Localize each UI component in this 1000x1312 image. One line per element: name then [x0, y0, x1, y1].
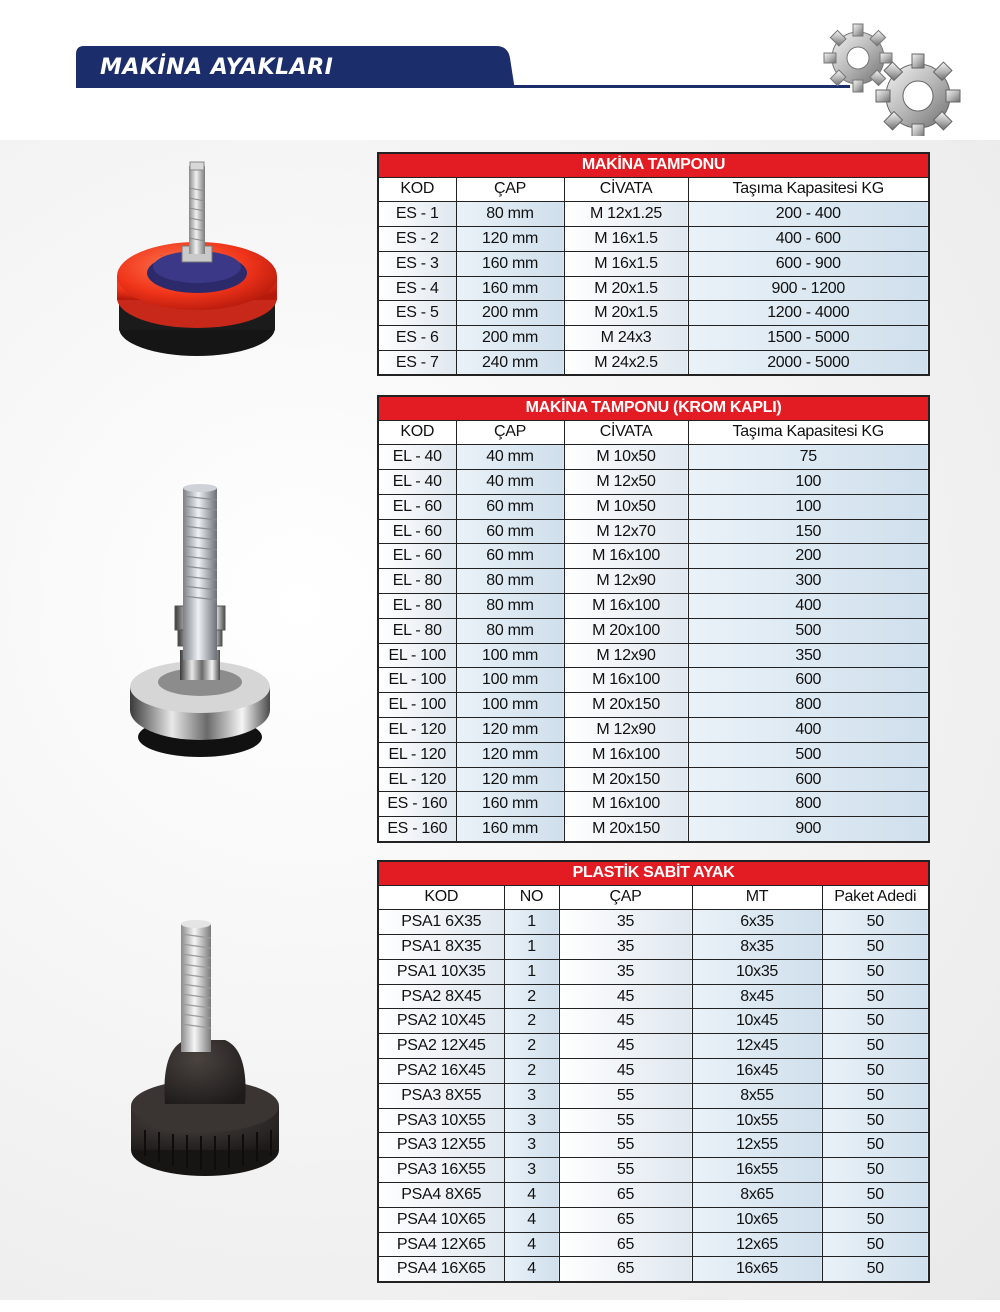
table-cell: 800 — [688, 792, 929, 817]
col-header-kapasite: Taşıma Kapasitesi KG — [688, 420, 929, 445]
table-cell: 800 — [688, 693, 929, 718]
table-cell: M 12x90 — [564, 718, 688, 743]
col-header-kod: KOD — [378, 177, 456, 202]
table-cell: 1 — [504, 910, 559, 935]
table-cell: 1 — [504, 935, 559, 960]
table-cell: 1500 - 5000 — [688, 326, 929, 351]
table-cell: PSA3 12X55 — [378, 1133, 504, 1158]
col-header-cap: ÇAP — [456, 420, 564, 445]
table-cell: ES - 160 — [378, 792, 456, 817]
table-cell: 50 — [822, 935, 929, 960]
table-cell: 1 — [504, 959, 559, 984]
machine-mount-red-rubber — [110, 158, 285, 363]
table-cell: PSA4 10X65 — [378, 1207, 504, 1232]
table-cell: 4 — [504, 1207, 559, 1232]
table-cell: 12x55 — [692, 1133, 822, 1158]
table-cell: 6x35 — [692, 910, 822, 935]
table-cell: EL - 80 — [378, 594, 456, 619]
table-cell: 3 — [504, 1108, 559, 1133]
table-row — [378, 569, 929, 594]
table-cell: EL - 100 — [378, 693, 456, 718]
table-cell: M 20x1.5 — [564, 276, 688, 301]
table-cell: M 20x150 — [564, 817, 688, 842]
table-cell: ES - 3 — [378, 251, 456, 276]
table-row — [378, 1133, 929, 1158]
table-cell: 900 - 1200 — [688, 276, 929, 301]
table-row — [378, 251, 929, 276]
table-cell: 160 mm — [456, 817, 564, 842]
table-row — [378, 1059, 929, 1084]
table-cell: 4 — [504, 1232, 559, 1257]
table-cell: 8x35 — [692, 935, 822, 960]
table-cell: 16x55 — [692, 1158, 822, 1183]
table-cell: 600 — [688, 767, 929, 792]
table-cell: PSA4 8X65 — [378, 1183, 504, 1208]
table-cell: PSA1 8X35 — [378, 935, 504, 960]
table-row — [378, 817, 929, 842]
table-cell: 16x65 — [692, 1257, 822, 1282]
table-row — [378, 910, 929, 935]
table-row — [378, 643, 929, 668]
table-cell: 50 — [822, 959, 929, 984]
table-row — [378, 1108, 929, 1133]
table-cell: 200 mm — [456, 301, 564, 326]
table-cell: M 20x100 — [564, 618, 688, 643]
col-header-civata: CİVATA — [564, 177, 688, 202]
table-cell: 2000 - 5000 — [688, 351, 929, 376]
table-cell: 100 — [688, 494, 929, 519]
plastik-sabit-ayak-table — [377, 860, 930, 1283]
table-cell: M 16x1.5 — [564, 227, 688, 252]
table-cell: 120 mm — [456, 742, 564, 767]
table-cell: 80 mm — [456, 569, 564, 594]
table-cell: M 16x100 — [564, 594, 688, 619]
table-cell: M 12x1.25 — [564, 202, 688, 227]
table-cell: 600 - 900 — [688, 251, 929, 276]
table-cell: 50 — [822, 910, 929, 935]
table-cell: 45 — [559, 1059, 692, 1084]
table-cell: 35 — [559, 959, 692, 984]
table-row — [378, 494, 929, 519]
table-cell: 4 — [504, 1257, 559, 1282]
table-row — [378, 519, 929, 544]
table-cell: EL - 120 — [378, 767, 456, 792]
table-cell: 100 mm — [456, 693, 564, 718]
table-cell: M 12x70 — [564, 519, 688, 544]
table-cell: 50 — [822, 1108, 929, 1133]
table-row — [378, 594, 929, 619]
table-cell: EL - 80 — [378, 618, 456, 643]
table-cell: 2 — [504, 1034, 559, 1059]
table-row — [378, 1083, 929, 1108]
table-cell: 75 — [688, 445, 929, 470]
table-row — [378, 276, 929, 301]
table-cell: 10x65 — [692, 1207, 822, 1232]
table-row — [378, 1207, 929, 1232]
table-cell: 3 — [504, 1133, 559, 1158]
table-row — [378, 202, 929, 227]
chrome-leveling-foot — [125, 482, 275, 764]
table-cell: M 10x50 — [564, 494, 688, 519]
table-cell: 50 — [822, 984, 929, 1009]
table-cell: PSA3 16X55 — [378, 1158, 504, 1183]
table-cell: M 12x50 — [564, 470, 688, 495]
table-row — [378, 668, 929, 693]
table-cell: M 16x100 — [564, 792, 688, 817]
table-cell: PSA2 16X45 — [378, 1059, 504, 1084]
table-cell: 120 mm — [456, 227, 564, 252]
table-cell: 50 — [822, 1183, 929, 1208]
makina-tamponu-table — [377, 152, 930, 376]
table-cell: 12x45 — [692, 1034, 822, 1059]
table-cell: 50 — [822, 1083, 929, 1108]
header-rule — [500, 85, 850, 88]
table-cell: EL - 60 — [378, 544, 456, 569]
table-row — [378, 742, 929, 767]
table-cell: 55 — [559, 1158, 692, 1183]
table-cell: 45 — [559, 1034, 692, 1059]
table-row — [378, 1158, 929, 1183]
table-cell: 50 — [822, 1034, 929, 1059]
table-cell: 35 — [559, 935, 692, 960]
table-cell: PSA4 12X65 — [378, 1232, 504, 1257]
table-cell: M 16x100 — [564, 544, 688, 569]
table-cell: 35 — [559, 910, 692, 935]
table-cell: 120 mm — [456, 767, 564, 792]
table-cell: 8x65 — [692, 1183, 822, 1208]
table-cell: PSA1 6X35 — [378, 910, 504, 935]
table-row — [378, 767, 929, 792]
bottom-strip — [0, 1300, 1000, 1312]
table-cell: M 16x100 — [564, 668, 688, 693]
table-cell: PSA3 8X55 — [378, 1083, 504, 1108]
table-cell: ES - 2 — [378, 227, 456, 252]
table-cell: 50 — [822, 1059, 929, 1084]
table-row — [378, 445, 929, 470]
table-cell: 3 — [504, 1158, 559, 1183]
table-cell: 500 — [688, 742, 929, 767]
table-cell: 55 — [559, 1133, 692, 1158]
table-cell: 900 — [688, 817, 929, 842]
table-cell: 400 - 600 — [688, 227, 929, 252]
table-cell: 65 — [559, 1232, 692, 1257]
table-cell: M 16x1.5 — [564, 251, 688, 276]
table-cell: 65 — [559, 1257, 692, 1282]
table-cell: PSA2 12X45 — [378, 1034, 504, 1059]
table-cell: 45 — [559, 984, 692, 1009]
col-header-civata: CİVATA — [564, 420, 688, 445]
table-cell: ES - 4 — [378, 276, 456, 301]
table-row — [378, 1257, 929, 1282]
table-cell: 60 mm — [456, 519, 564, 544]
table-cell: PSA3 10X55 — [378, 1108, 504, 1133]
table-cell: EL - 100 — [378, 643, 456, 668]
table-title: MAKİNA TAMPONU (KROM KAPLI) — [378, 396, 929, 420]
table-cell: 100 — [688, 470, 929, 495]
table-row — [378, 326, 929, 351]
table-row — [378, 1009, 929, 1034]
table-cell: 80 mm — [456, 202, 564, 227]
table-cell: M 24x2.5 — [564, 351, 688, 376]
table-cell: 8x45 — [692, 984, 822, 1009]
table-cell: 65 — [559, 1207, 692, 1232]
table-row — [378, 984, 929, 1009]
table-cell: 50 — [822, 1257, 929, 1282]
table-cell: 100 mm — [456, 668, 564, 693]
table-cell: 300 — [688, 569, 929, 594]
table-cell: 16x45 — [692, 1059, 822, 1084]
table-title: PLASTİK SABİT AYAK — [378, 861, 929, 885]
page-title: MAKİNA AYAKLARI — [100, 55, 334, 80]
table-cell: EL - 80 — [378, 569, 456, 594]
table-cell: EL - 120 — [378, 742, 456, 767]
table-row — [378, 351, 929, 376]
col-header-paket: Paket Adedi — [822, 885, 929, 910]
gears-icon — [818, 20, 968, 136]
table-row — [378, 301, 929, 326]
table-row — [378, 1232, 929, 1257]
table-cell: EL - 100 — [378, 668, 456, 693]
table-row — [378, 618, 929, 643]
table-cell: M 12x90 — [564, 643, 688, 668]
col-header-kod: KOD — [378, 885, 504, 910]
table-cell: 55 — [559, 1108, 692, 1133]
col-header-mt: MT — [692, 885, 822, 910]
table-cell: M 16x100 — [564, 742, 688, 767]
table-cell: PSA2 8X45 — [378, 984, 504, 1009]
table-row — [378, 1034, 929, 1059]
table-cell: 120 mm — [456, 718, 564, 743]
table-cell: M 20x1.5 — [564, 301, 688, 326]
table-row — [378, 1183, 929, 1208]
table-cell: 400 — [688, 594, 929, 619]
table-title: MAKİNA TAMPONU — [378, 153, 929, 177]
table-cell: EL - 40 — [378, 445, 456, 470]
table-cell: 60 mm — [456, 494, 564, 519]
table-cell: 400 — [688, 718, 929, 743]
table-cell: 200 — [688, 544, 929, 569]
table-cell: ES - 6 — [378, 326, 456, 351]
col-header-kapasite: Taşıma Kapasitesi KG — [688, 177, 929, 202]
table-cell: 65 — [559, 1183, 692, 1208]
table-cell: 10x45 — [692, 1009, 822, 1034]
table-cell: 200 mm — [456, 326, 564, 351]
table-cell: 600 — [688, 668, 929, 693]
table-row — [378, 935, 929, 960]
table-cell: EL - 40 — [378, 470, 456, 495]
table-row — [378, 544, 929, 569]
table-cell: M 12x90 — [564, 569, 688, 594]
table-cell: 40 mm — [456, 470, 564, 495]
table-cell: 8x55 — [692, 1083, 822, 1108]
table-cell: ES - 5 — [378, 301, 456, 326]
table-cell: 80 mm — [456, 594, 564, 619]
table-cell: ES - 7 — [378, 351, 456, 376]
table-cell: 160 mm — [456, 276, 564, 301]
table-cell: EL - 60 — [378, 494, 456, 519]
table-cell: M 20x150 — [564, 693, 688, 718]
table-cell: 45 — [559, 1009, 692, 1034]
col-header-cap: ÇAP — [559, 885, 692, 910]
table-cell: ES - 160 — [378, 817, 456, 842]
table-row — [378, 227, 929, 252]
plastic-fixed-foot — [125, 918, 285, 1180]
table-cell: 2 — [504, 984, 559, 1009]
table-cell: EL - 60 — [378, 519, 456, 544]
table-row — [378, 718, 929, 743]
col-header-kod: KOD — [378, 420, 456, 445]
table-row — [378, 470, 929, 495]
table-cell: 240 mm — [456, 351, 564, 376]
table-cell: PSA4 16X65 — [378, 1257, 504, 1282]
table-cell: 40 mm — [456, 445, 564, 470]
col-header-cap: ÇAP — [456, 177, 564, 202]
table-cell: 160 mm — [456, 792, 564, 817]
table-cell: PSA1 10X35 — [378, 959, 504, 984]
table-cell: 500 — [688, 618, 929, 643]
table-cell: 50 — [822, 1158, 929, 1183]
table-cell: M 10x50 — [564, 445, 688, 470]
table-cell: 60 mm — [456, 544, 564, 569]
table-cell: 50 — [822, 1133, 929, 1158]
table-cell: 10x55 — [692, 1108, 822, 1133]
table-cell: 55 — [559, 1083, 692, 1108]
table-row — [378, 792, 929, 817]
table-cell: 150 — [688, 519, 929, 544]
table-cell: 1200 - 4000 — [688, 301, 929, 326]
table-cell: 100 mm — [456, 643, 564, 668]
table-row — [378, 693, 929, 718]
table-cell: M 24x3 — [564, 326, 688, 351]
table-cell: 80 mm — [456, 618, 564, 643]
table-cell: 2 — [504, 1059, 559, 1084]
table-cell: 160 mm — [456, 251, 564, 276]
makina-tamponu-krom-table — [377, 395, 930, 843]
table-cell: 50 — [822, 1207, 929, 1232]
table-cell: 12x65 — [692, 1232, 822, 1257]
table-cell: 50 — [822, 1009, 929, 1034]
table-cell: 350 — [688, 643, 929, 668]
table-cell: 50 — [822, 1232, 929, 1257]
table-cell: 4 — [504, 1183, 559, 1208]
table-row — [378, 959, 929, 984]
col-header-no: NO — [504, 885, 559, 910]
table-cell: PSA2 10X45 — [378, 1009, 504, 1034]
table-cell: ES - 1 — [378, 202, 456, 227]
table-cell: EL - 120 — [378, 718, 456, 743]
table-cell: 2 — [504, 1009, 559, 1034]
table-cell: 10x35 — [692, 959, 822, 984]
table-cell: 200 - 400 — [688, 202, 929, 227]
table-cell: M 20x150 — [564, 767, 688, 792]
table-cell: 3 — [504, 1083, 559, 1108]
